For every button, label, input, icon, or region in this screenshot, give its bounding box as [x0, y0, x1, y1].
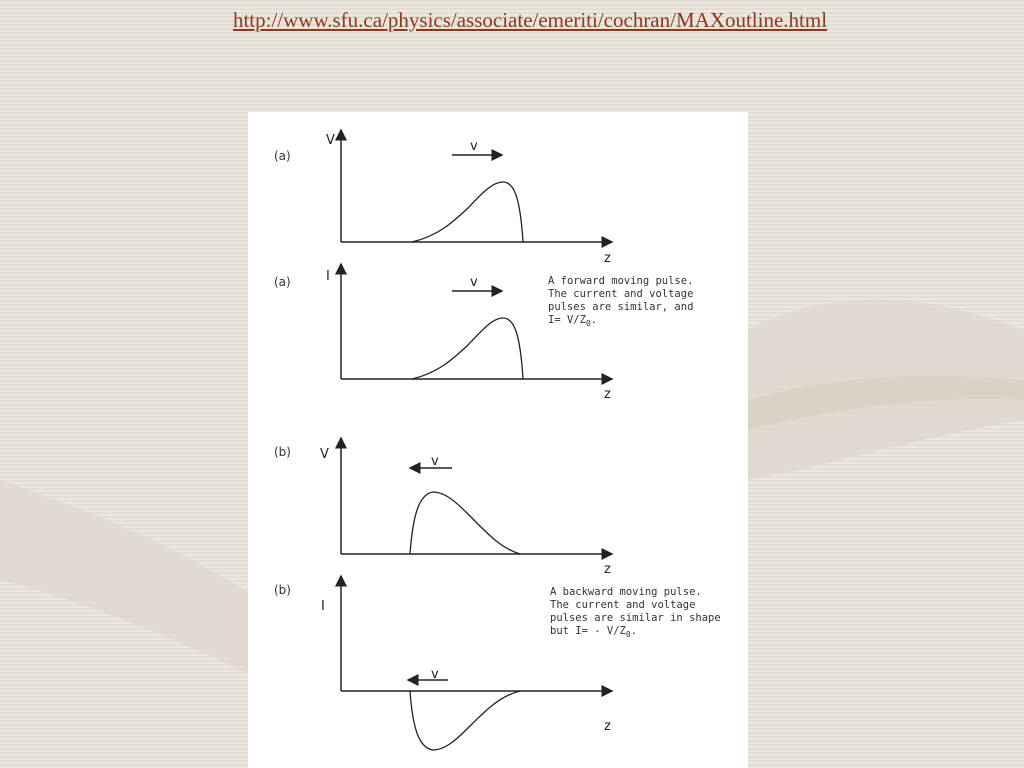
- panel-b-current: [274, 576, 721, 750]
- z-axis-label: z: [604, 719, 611, 734]
- source-link[interactable]: http://www.sfu.ca/physics/associate/emeriti/cochran/MAXoutline.html: [232, 8, 828, 32]
- note-line: A backward moving pulse.: [550, 586, 702, 598]
- panel-label: (b): [274, 583, 291, 597]
- note-line: A forward moving pulse.: [548, 275, 694, 287]
- panel-a-current: [274, 264, 693, 402]
- velocity-label: v: [431, 454, 439, 469]
- voltage-pulse: [410, 492, 520, 554]
- i-axis-label: I: [321, 599, 325, 614]
- panel-a-voltage: [274, 130, 612, 266]
- v-axis-label: V: [320, 447, 329, 462]
- z-axis-label: z: [604, 562, 611, 577]
- note-line: pulses are similar, and: [548, 301, 694, 313]
- voltage-pulse: [412, 182, 523, 242]
- backward-pulse-note: [550, 586, 721, 639]
- panel-label: (b): [274, 445, 291, 459]
- panel-label: (a): [274, 275, 291, 289]
- pulse-figure: [248, 112, 748, 768]
- z-axis-label: z: [604, 251, 611, 266]
- velocity-label: v: [431, 667, 439, 682]
- v-axis-label: V: [326, 133, 335, 148]
- velocity-label: v: [470, 139, 478, 154]
- panel-b-voltage: [274, 438, 612, 577]
- note-line: The current and voltage: [548, 288, 694, 300]
- note-line: but $I= - V/Z_0$.: [550, 625, 638, 639]
- note-line: $I= V/Z_0$.: [548, 314, 598, 328]
- forward-pulse-note: [548, 275, 693, 328]
- current-pulse: [412, 318, 523, 379]
- i-axis-label: I: [326, 269, 330, 284]
- note-line: The current and voltage: [550, 599, 696, 611]
- z-axis-label: z: [604, 387, 611, 402]
- velocity-label: v: [470, 275, 478, 290]
- panel-label: (a): [274, 149, 291, 163]
- current-pulse: [410, 691, 520, 750]
- note-line: pulses are similar in shape: [550, 612, 721, 624]
